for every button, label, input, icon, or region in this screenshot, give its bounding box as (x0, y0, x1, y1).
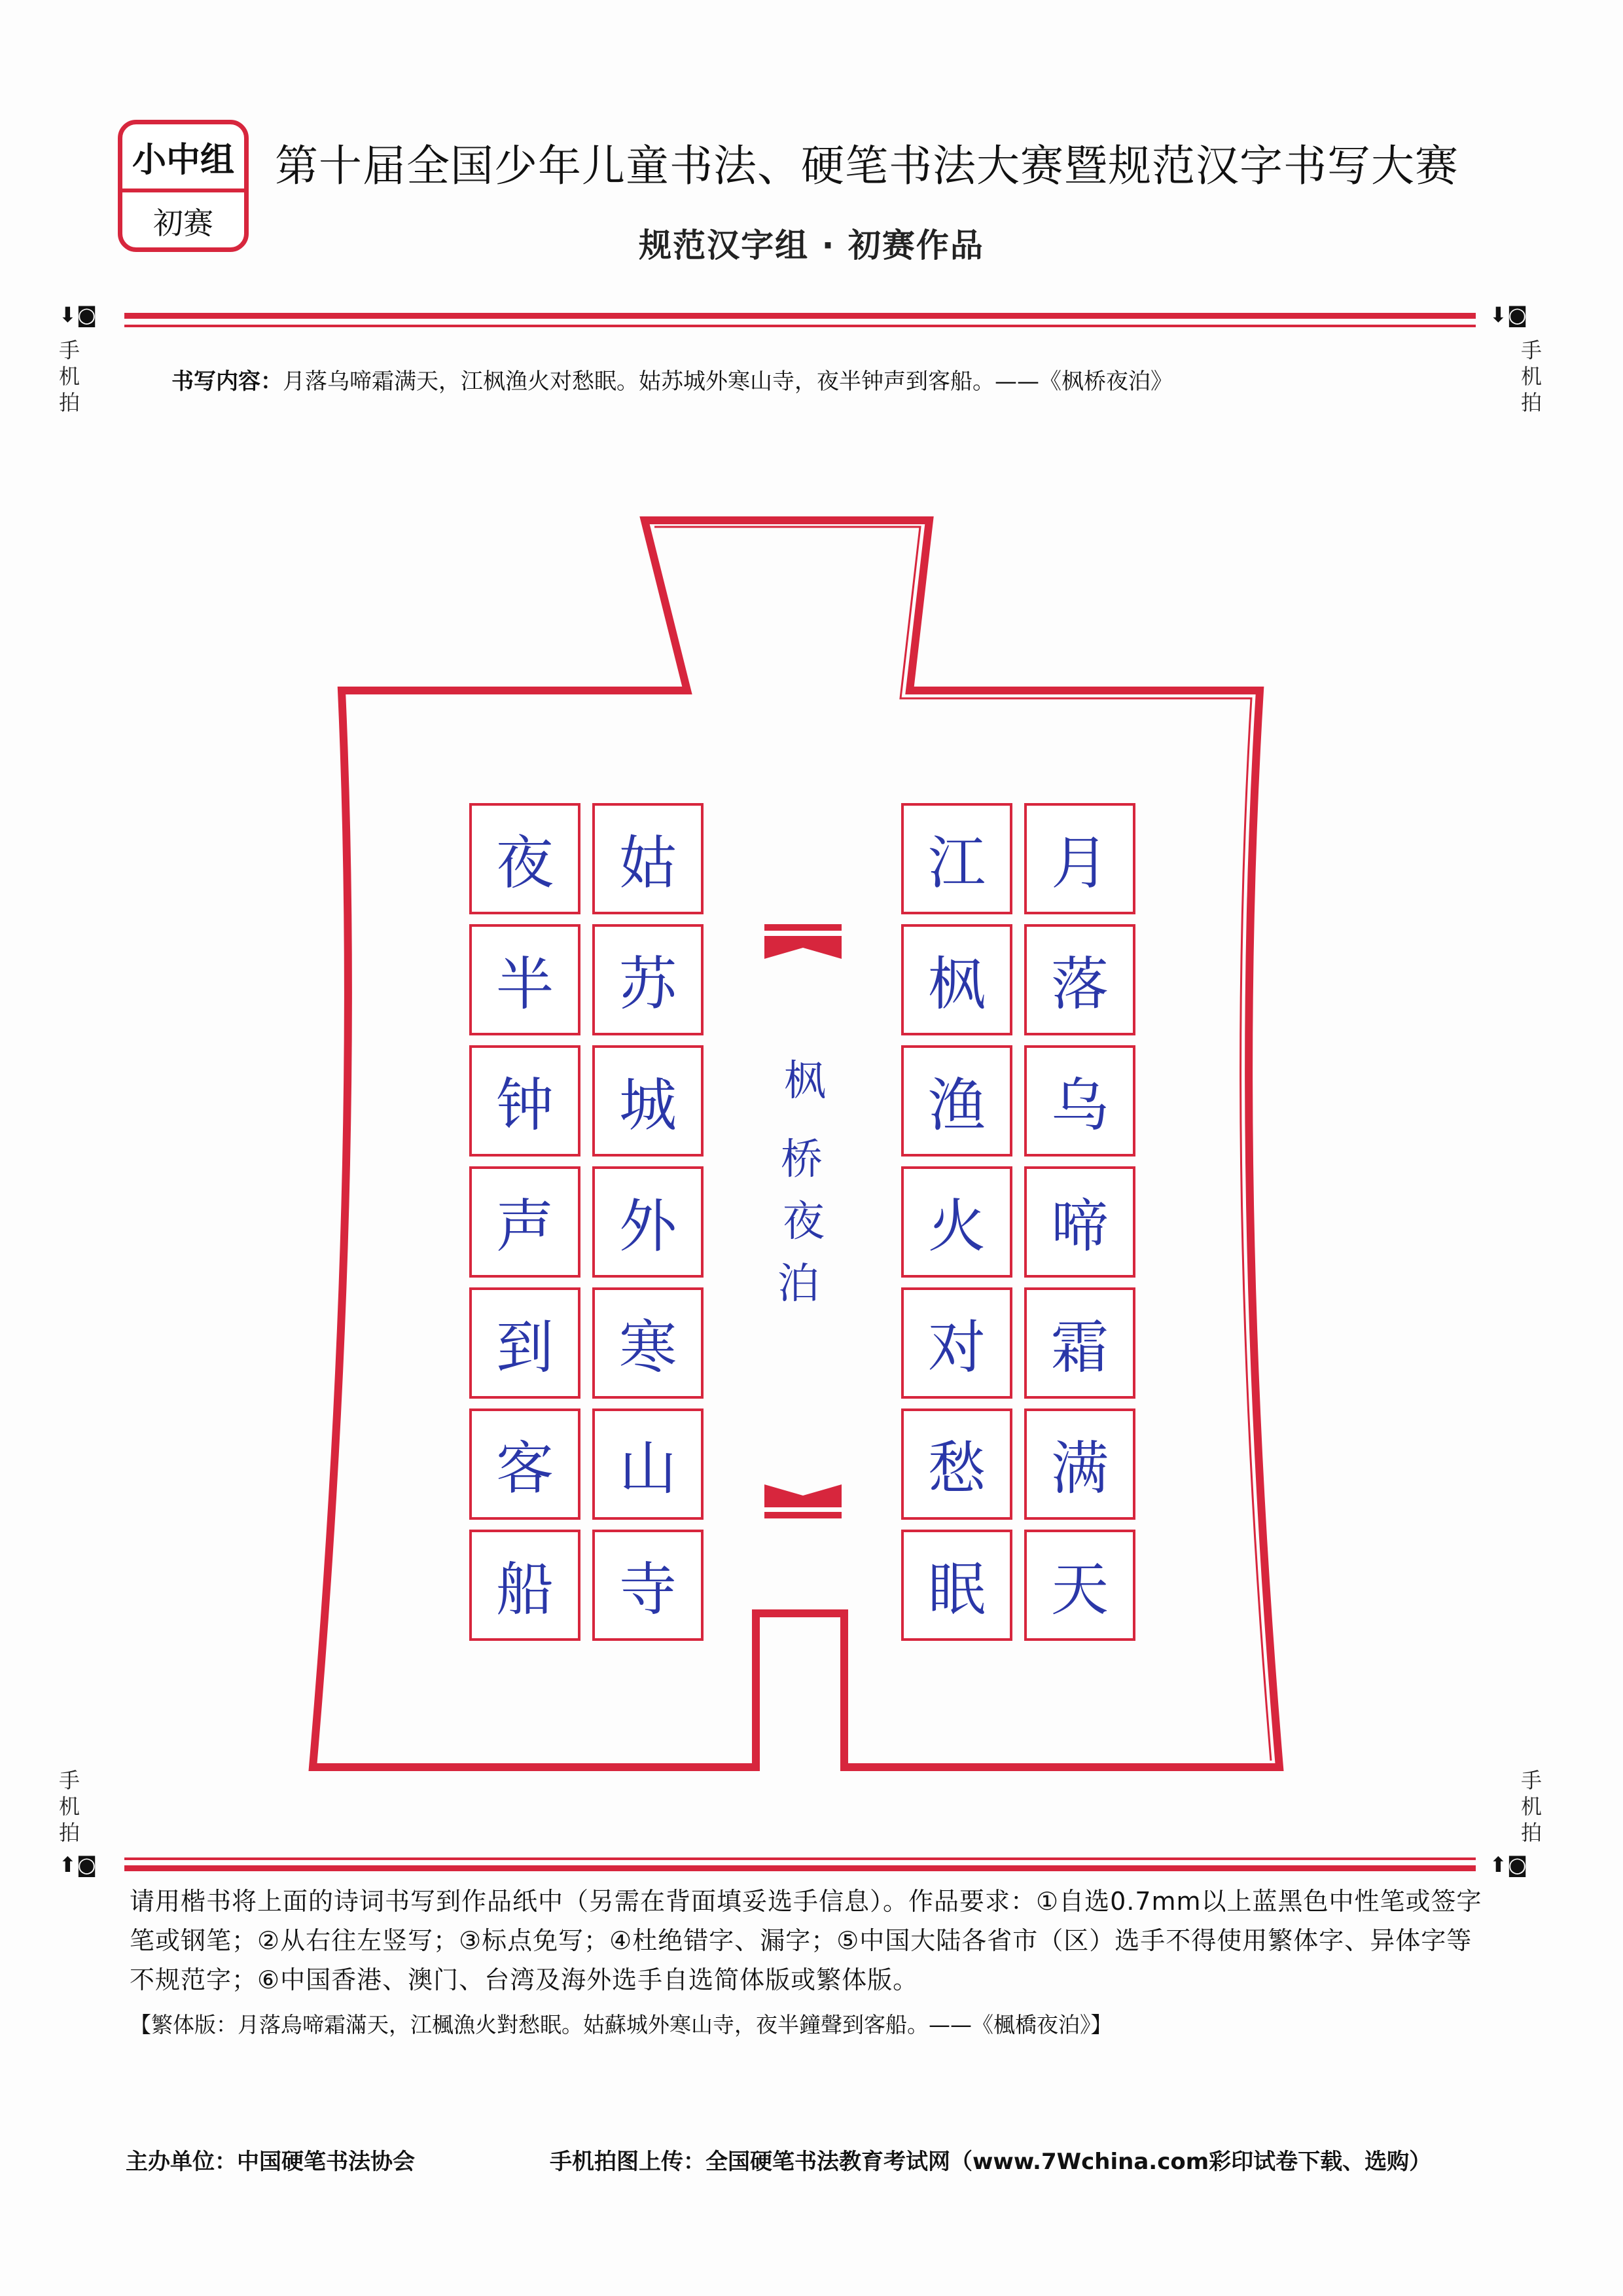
handwritten-char: 江 (927, 829, 986, 897)
grid-cell (901, 1166, 1012, 1278)
ribbon-top-ornament (764, 924, 842, 959)
handwritten-char: 乌 (1050, 1071, 1109, 1139)
side-label-bottom-right (1518, 1767, 1544, 1846)
grid-cell (1024, 1166, 1135, 1278)
handwritten-char: 眠 (927, 1556, 986, 1623)
side-label-char: 机 (1520, 364, 1542, 389)
grid-cell (1024, 803, 1135, 914)
handwritten-char: 到 (495, 1314, 554, 1381)
traditional-version: 【繁体版：月落烏啼霜滿天，江楓漁火對愁眠。姑蘇城外寒山寺，夜半鐘聲到客船。——《楓橋夜泊》】 (130, 2012, 1113, 2037)
grid-cell (592, 1045, 704, 1157)
handwritten-char: 夜 (495, 829, 554, 897)
grid-cell (901, 1408, 1012, 1520)
side-label-char: 机 (1520, 1794, 1542, 1819)
page-subtitle: 规范汉字组 · 初赛作品 (639, 226, 984, 264)
side-label-char: 拍 (58, 1820, 80, 1845)
title-char: 枫 (784, 1057, 826, 1105)
ribbon-bottom-ornament (764, 1484, 842, 1518)
handwritten-char: 城 (618, 1071, 677, 1139)
badge-stage-label: 初赛 (153, 206, 213, 241)
grid-cell (592, 1287, 704, 1399)
grid-cell (592, 803, 704, 914)
grid-cell (592, 924, 704, 1035)
bottom-rule-thin (124, 1857, 1476, 1860)
camera-marker-top-left: ⬇◙ (59, 302, 97, 327)
side-label-char: 机 (58, 1794, 80, 1819)
handwritten-char: 寒 (618, 1314, 677, 1381)
grid-cell (1024, 1045, 1135, 1157)
grid-cell (901, 924, 1012, 1035)
camera-marker-bottom-right: ⬆◙ (1489, 1852, 1527, 1877)
grid-cell (592, 1166, 704, 1278)
side-label-bottom-left (56, 1767, 82, 1846)
handwritten-char: 山 (618, 1435, 677, 1502)
grid-cell (469, 924, 580, 1035)
camera-marker-bottom-left: ⬆◙ (59, 1852, 97, 1877)
grid-cell (1024, 1530, 1135, 1641)
handwritten-char: 落 (1050, 950, 1109, 1018)
title-char: 夜 (783, 1198, 825, 1246)
side-label-char: 手 (58, 1768, 80, 1793)
content-label: 书写内容： (171, 368, 283, 395)
handwritten-char: 月 (1050, 829, 1109, 897)
grid-cell (901, 1287, 1012, 1399)
upload-info: 手机拍图上传：全国硬笔书法教育考试网（www.7Wchina.com彩印试卷下载、选购） (550, 2149, 1432, 2175)
handwritten-char: 火 (927, 1193, 986, 1260)
title-char: 桥 (781, 1136, 823, 1184)
grid-cell (592, 1408, 704, 1520)
title-char: 泊 (777, 1260, 819, 1308)
instructions-text: 请用楷书将上面的诗词书写到作品纸中（另需在背面填妥选手信息）。作品要求：①自选0.7mm以上蓝黑色中性笔或签字笔或钢笔；②从右往左竖写；③标点免写；④杜绝错字、漏字；⑤中国大陆各省市（区）选手不得使用繁体字、异体字等不规范字；⑥中国香港、澳门、台湾及海外选手自选简体版或繁体版。 (130, 1887, 1482, 1994)
handwritten-char: 寺 (618, 1556, 677, 1623)
side-label-char: 拍 (58, 390, 80, 415)
handwritten-char: 客 (495, 1435, 554, 1502)
handwritten-char: 苏 (618, 950, 677, 1018)
grid-cell (469, 1287, 580, 1399)
side-label-char: 手 (58, 338, 80, 363)
handwritten-char: 姑 (618, 829, 677, 897)
grid-cell (901, 1530, 1012, 1641)
handwritten-char: 霜 (1050, 1314, 1109, 1381)
grid-cell (592, 1530, 704, 1641)
handwritten-char: 船 (495, 1556, 554, 1623)
grid-cell (469, 1166, 580, 1278)
handwritten-char: 对 (927, 1314, 986, 1381)
page-title: 第十届全国少年儿童书法、硬笔书法大赛暨规范汉字书写大赛 (275, 141, 1459, 191)
badge-group-label: 小中组 (122, 124, 244, 192)
handwritten-char: 天 (1050, 1556, 1109, 1623)
grid-cell (469, 1530, 580, 1641)
organizer: 主办单位：中国硬笔书法协会 (126, 2149, 415, 2175)
side-label-char: 机 (58, 364, 80, 389)
handwritten-char: 钟 (495, 1071, 554, 1139)
bottom-rule-thick (124, 1865, 1476, 1871)
camera-marker-top-right: ⬇◙ (1489, 302, 1527, 327)
grid-cell (469, 1045, 580, 1157)
grid-cell (901, 803, 1012, 914)
handwritten-char: 愁 (927, 1435, 986, 1502)
grid-cell (1024, 924, 1135, 1035)
handwritten-char: 外 (618, 1193, 677, 1260)
grid-cell (469, 1408, 580, 1520)
side-label-char: 手 (1520, 338, 1542, 363)
handwritten-char: 声 (495, 1193, 554, 1260)
side-label-char: 拍 (1520, 1820, 1542, 1845)
handwritten-char: 满 (1050, 1435, 1109, 1502)
side-label-char: 手 (1520, 1768, 1542, 1793)
handwritten-char: 渔 (927, 1071, 986, 1139)
content-text: 月落乌啼霜满天，江枫渔火对愁眠。姑苏城外寒山寺，夜半钟声到客船。——《枫桥夜泊》 (283, 368, 1173, 395)
grid-cell (901, 1045, 1012, 1157)
handwritten-char: 半 (495, 950, 554, 1018)
handwritten-char: 枫 (927, 950, 986, 1018)
side-label-char: 拍 (1520, 390, 1542, 415)
grid-cell (469, 803, 580, 914)
handwritten-char: 啼 (1050, 1193, 1109, 1260)
instructions (130, 1882, 1491, 2000)
grid-cell (1024, 1287, 1135, 1399)
grid-cell (1024, 1408, 1135, 1520)
